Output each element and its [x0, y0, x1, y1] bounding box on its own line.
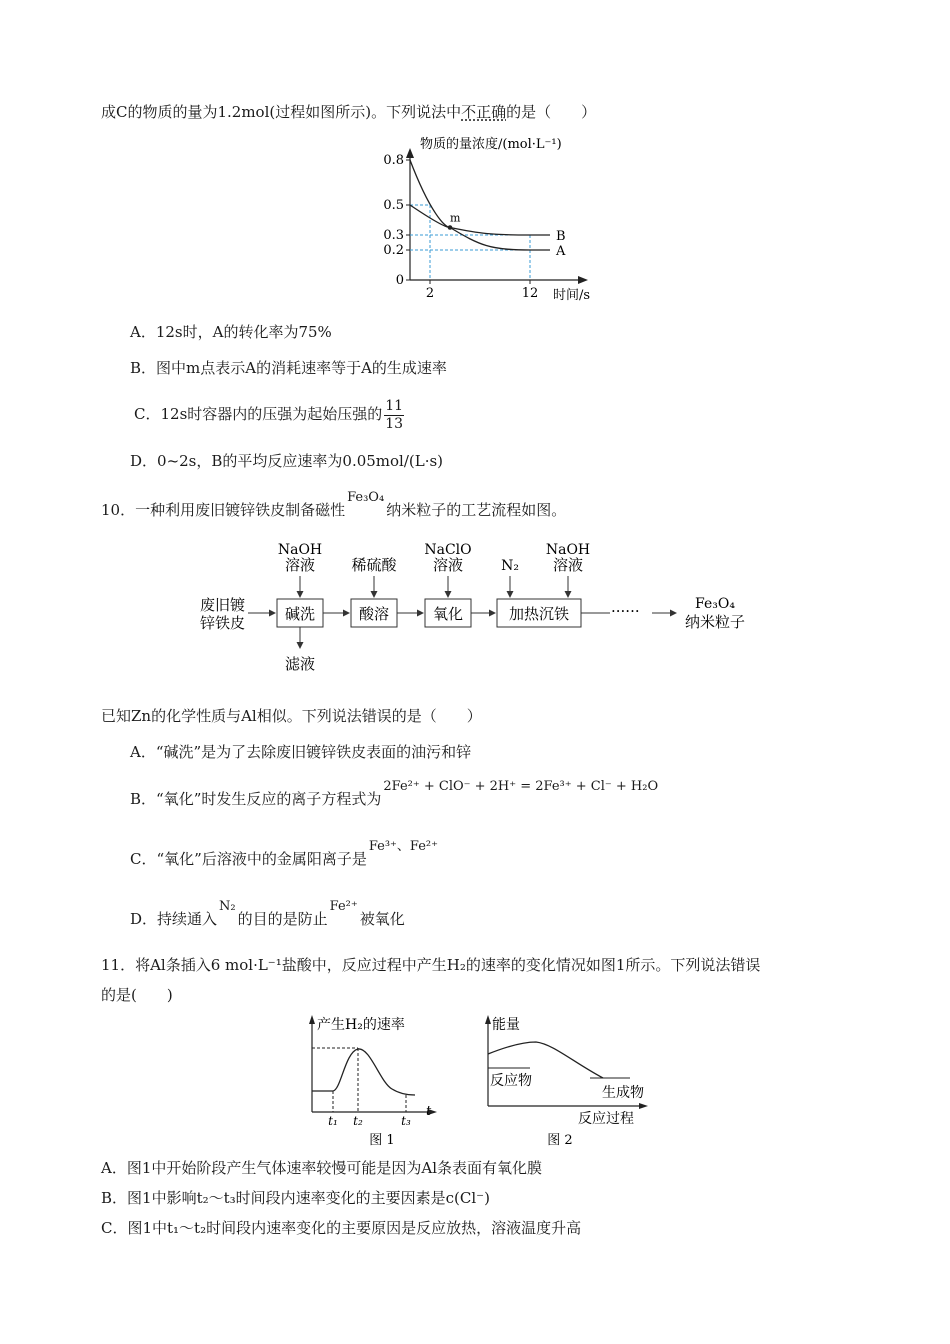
q10-option-a[interactable]: A．“碱洗”是为了去除废旧镀锌铁皮表面的油污和锌: [130, 743, 472, 761]
x-tick-label: 12: [521, 286, 539, 301]
q11-option-a[interactable]: A．图1中开始阶段产生气体速率较慢可能是因为Al条表面有氧化膜: [101, 1159, 543, 1177]
series-a-curve: [410, 160, 550, 250]
step-label-1: 碱洗: [284, 605, 316, 623]
series-b-label: B: [556, 229, 566, 244]
fraction-11-13: $\frac{11}{13}$: [385, 397, 404, 432]
fig1-ylabel: 产生H₂的速率: [317, 1017, 405, 1033]
q9-option-c[interactable]: C．12s时容器内的压强为起始压强的 $\frac{11}{13}$: [134, 397, 404, 432]
step-label-2: 酸溶: [358, 605, 390, 623]
reagent-5-line1: NaOH: [545, 542, 591, 558]
q11-option-c[interactable]: C．图1中t₁～t₂时间段内速率变化的主要原因是反应放热，溶液温度升高: [101, 1219, 582, 1237]
fig2-caption: 图 2: [547, 1133, 573, 1148]
reagent-1-line2: 溶液: [284, 556, 316, 574]
fe2-ion: Fe²⁺: [329, 899, 358, 914]
fig2-xlabel: 反应过程: [578, 1111, 634, 1127]
n2-formula: N₂: [219, 899, 236, 914]
reagent-3-line1: NaClO: [424, 542, 472, 558]
q9-option-b[interactable]: B．图中m点表示A的消耗速率等于A的生成速率: [130, 359, 447, 377]
series-a-label: A: [556, 244, 566, 259]
q10-process-flow: [190, 536, 760, 676]
metal-cations: Fe³⁺、Fe²⁺: [368, 839, 438, 854]
y-tick-label: 0: [395, 273, 404, 288]
fig2-reactant-label: 反应物: [490, 1073, 532, 1089]
step-label-3: 氧化: [432, 605, 464, 623]
fig2-y-arrow: [485, 1015, 491, 1024]
q10-option-c[interactable]: C．“氧化”后溶液中的金属阳离子是Fe³⁺、Fe²⁺: [130, 839, 438, 868]
fig1-caption: 图 1: [369, 1133, 395, 1148]
y-axis-arrow: [406, 148, 414, 158]
y-tick-label: 0.5: [383, 198, 404, 213]
q9-option-d[interactable]: D．0~2s，B的平均反应速率为0.05mol/(L·s): [130, 452, 444, 470]
fig1-tick-t1: t₁: [328, 1114, 338, 1128]
q10-stem: 10．一种利用废旧镀锌铁皮制备磁性Fe₃O₄纳米粒子的工艺流程如图。: [101, 490, 567, 519]
q9-emphasis: 不正确: [461, 103, 507, 121]
q10-option-d[interactable]: D．持续通入N₂的目的是防止Fe²⁺被氧化: [130, 899, 405, 928]
flow-product-line1: Fe₃O₄: [695, 596, 735, 612]
q10-note: 已知Zn的化学性质与Al相似。下列说法错误的是（ ）: [101, 707, 482, 725]
fig2-x-arrow: [639, 1103, 648, 1109]
m-point-label: m: [450, 211, 461, 225]
fig1-rate-curve: [312, 1049, 415, 1095]
series-b-curve: [410, 205, 550, 235]
fig1-tick-t2: t₂: [353, 1114, 363, 1128]
fig2-product-label: 生成物: [602, 1085, 644, 1101]
q9-option-a[interactable]: A．12s时，A的转化率为75%: [130, 323, 332, 341]
y-tick-label: 0.8: [383, 153, 404, 168]
m-point-marker: [448, 225, 453, 230]
x-tick-label: 2: [425, 286, 435, 301]
fig2-ylabel: 能量: [492, 1017, 520, 1033]
reagent-4-line1: N₂: [501, 558, 519, 574]
q11-option-b[interactable]: B．图1中影响t₂～t₃时间段内速率变化的主要因素是c(Cl⁻): [101, 1189, 490, 1207]
q9-concentration-chart: [370, 132, 610, 307]
chart-xlabel: 时间/s: [553, 288, 591, 303]
step-label-4: 加热沉铁: [508, 605, 570, 623]
q11-figure-2-energy-diagram: [478, 1012, 658, 1152]
x-axis-arrow: [578, 276, 588, 284]
fig1-tick-t3: t₃: [401, 1114, 411, 1128]
y-tick-label: 0.2: [383, 243, 404, 258]
fig1-y-arrow: [309, 1015, 315, 1024]
q9-intro: 成C的物质的量为1.2mol(过程如图所示)。下列说法中不正确的是（ ）: [101, 103, 597, 121]
flow-dots: ······: [611, 602, 640, 620]
flow-input-line2: 锌铁皮: [200, 614, 246, 632]
ionic-equation: 2Fe²⁺ + ClO⁻ + 2H⁺ = 2Fe³⁺ + Cl⁻ + H₂O: [383, 779, 659, 794]
flow-byproduct: 滤液: [284, 655, 316, 673]
reagent-2-line1: 稀硫酸: [351, 556, 397, 574]
reagent-3-line2: 溶液: [432, 556, 464, 574]
q11-stem-line2: 的是( ): [101, 986, 173, 1004]
q11-figure-1-rate-curve: [300, 1012, 450, 1152]
fe3o4-formula: Fe₃O₄: [347, 490, 385, 505]
q11-stem-line1: 11．将Al条插入6 mol·L⁻¹盐酸中，反应过程中产生H₂的速率的变化情况如图1所示。下列说法错误: [101, 956, 761, 974]
fig1-xlabel: t: [426, 1104, 432, 1119]
y-tick-label: 0.3: [383, 228, 404, 243]
q10-option-b[interactable]: B．“氧化”时发生反应的离子方程式为2Fe²⁺ + ClO⁻ + 2H⁺ = 2Fe³⁺ + Cl⁻ + H₂O: [130, 779, 659, 808]
flow-input-line1: 废旧镀: [200, 596, 246, 614]
reagent-5-line2: 溶液: [552, 556, 584, 574]
reagent-1-line1: NaOH: [277, 542, 323, 558]
chart-ylabel: 物质的量浓度/(mol·L⁻¹): [420, 137, 562, 152]
flow-product-line2: 纳米粒子: [684, 613, 746, 631]
